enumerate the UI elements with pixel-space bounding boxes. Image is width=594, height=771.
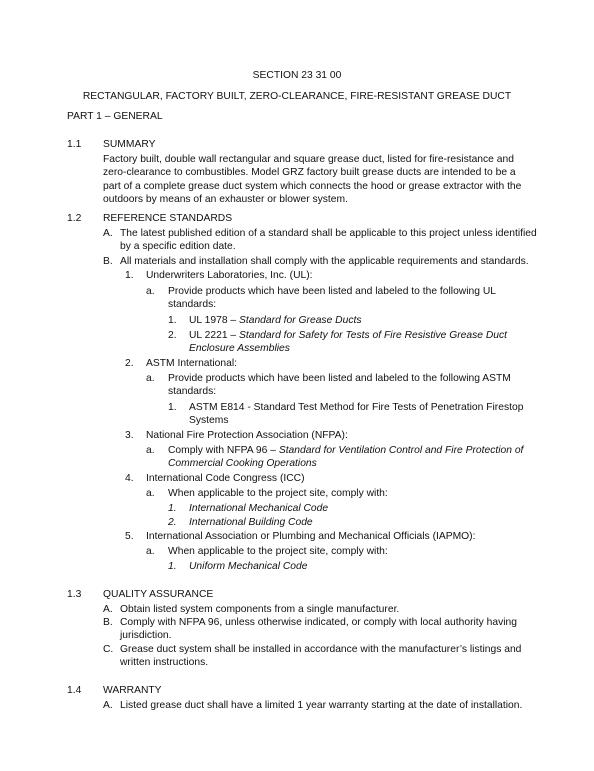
reference-heading: REFERENCE STANDARDS: [103, 213, 233, 224]
qa-b-mark: B.: [103, 617, 113, 628]
nfpa-a-line2: Commercial Cooking Operations: [168, 458, 317, 469]
qa-c-line1: Grease duct system shall be installed in accordance with the manufacturer’s listings and: [120, 644, 522, 655]
icc-s1-text: International Mechanical Code: [189, 503, 329, 514]
reference-number: 1.2: [67, 213, 82, 224]
iapmo-text: International Association or Plumbing and Mechanical Officials (IAPMO):: [146, 531, 476, 542]
qa-c-line2: written instructions.: [120, 657, 209, 668]
icc-text: International Code Congress (ICC): [146, 473, 305, 484]
astm-s1-line1: ASTM E814 - Standard Test Method for Fire Tests of Penetration Firestop: [189, 402, 524, 413]
part-heading: PART 1 – GENERAL: [67, 111, 163, 122]
ul-a-mark: a.: [146, 286, 155, 297]
iapmo-a-text: When applicable to the project site, comply with:: [168, 546, 388, 557]
summary-body: Factory built, double wall rectangular and square grease duct, listed for fire-resistance and zero-clearance to combustibles. Model GRZ factory built grease ducts are intended to be a part of a complete grease duct system which connects the hood or grease extractor with the outdoors by means of an exhauster or blower system.: [103, 154, 522, 206]
qa-a-mark: A.: [103, 604, 113, 615]
ul-text: Underwriters Laboratories, Inc. (UL):: [146, 270, 313, 281]
nfpa-a-mark: a.: [146, 445, 155, 456]
icc-s2-text: International Building Code: [189, 517, 313, 528]
qa-c-mark: C.: [103, 644, 114, 655]
ul-s2-number: 2.: [168, 330, 177, 341]
warranty-a-text: Listed grease duct shall have a limited 1 year warranty starting at the date of installation.: [120, 700, 523, 711]
iapmo-a-mark: a.: [146, 546, 155, 557]
ul-s2-text-line2: Enclosure Assemblies: [189, 343, 290, 354]
icc-number: 4.: [125, 473, 134, 484]
qa-a-text: Obtain listed system components from a single manufacturer.: [120, 604, 400, 615]
summary-heading: SUMMARY: [103, 139, 156, 150]
nfpa-text: National Fire Protection Association (NFPA):: [146, 430, 348, 441]
icc-s1-number: 1.: [168, 503, 177, 514]
ul-a-line2: standards:: [168, 299, 217, 310]
ref-a-line1: The latest published edition of a standard shall be applicable to this project unless identified: [120, 228, 537, 239]
ref-b-mark: B.: [103, 256, 113, 267]
ref-a-mark: A.: [103, 228, 113, 239]
ul-s2-text: UL 2221 – Standard for Safety for Tests of Fire Resistive Grease Duct: [189, 330, 508, 341]
iapmo-number: 5.: [125, 531, 134, 542]
qa-b-line2: jurisdiction.: [120, 630, 172, 641]
astm-a-line2: standards:: [168, 386, 217, 397]
ul-s1-text: UL 1978 – Standard for Grease Ducts: [189, 315, 362, 326]
astm-text: ASTM International:: [146, 358, 237, 369]
quality-number: 1.3: [67, 589, 82, 600]
astm-a-mark: a.: [146, 373, 155, 384]
quality-heading: QUALITY ASSURANCE: [103, 589, 214, 600]
icc-a-mark: a.: [146, 488, 155, 499]
warranty-heading: WARRANTY: [103, 685, 162, 696]
icc-a-text: When applicable to the project site, comply with:: [168, 488, 388, 499]
iapmo-s1-number: 1.: [168, 561, 177, 572]
warranty-a-mark: A.: [103, 700, 113, 711]
astm-number: 2.: [125, 358, 134, 369]
astm-s1-number: 1.: [168, 402, 177, 413]
iapmo-s1-text: Uniform Mechanical Code: [189, 561, 308, 572]
section-number: SECTION 23 31 00: [252, 70, 342, 81]
nfpa-number: 3.: [125, 430, 134, 441]
icc-s2-number: 2.: [168, 517, 177, 528]
qa-b-line1: Comply with NFPA 96, unless otherwise indicated, or comply with local authority having: [120, 617, 517, 628]
ref-a-line2: by a specific edition date.: [120, 241, 236, 252]
astm-a-line1: Provide products which have been listed and labeled to the following ASTM: [168, 373, 511, 384]
warranty-number: 1.4: [67, 685, 82, 696]
astm-s1-line2: Systems: [189, 415, 229, 426]
ul-a-line1: Provide products which have been listed and labeled to the following UL: [168, 286, 496, 297]
ul-number: 1.: [125, 270, 134, 281]
ref-b-text: All materials and installation shall comply with the applicable requirements and standards.: [120, 256, 529, 267]
summary-number: 1.1: [67, 139, 82, 150]
ul-s1-number: 1.: [168, 315, 177, 326]
nfpa-a-line1: Comply with NFPA 96 – Standard for Ventilation Control and Fire Protection of: [168, 445, 524, 456]
document-title: RECTANGULAR, FACTORY BUILT, ZERO-CLEARANCE, FIRE-RESISTANT GREASE DUCT: [82, 91, 512, 102]
